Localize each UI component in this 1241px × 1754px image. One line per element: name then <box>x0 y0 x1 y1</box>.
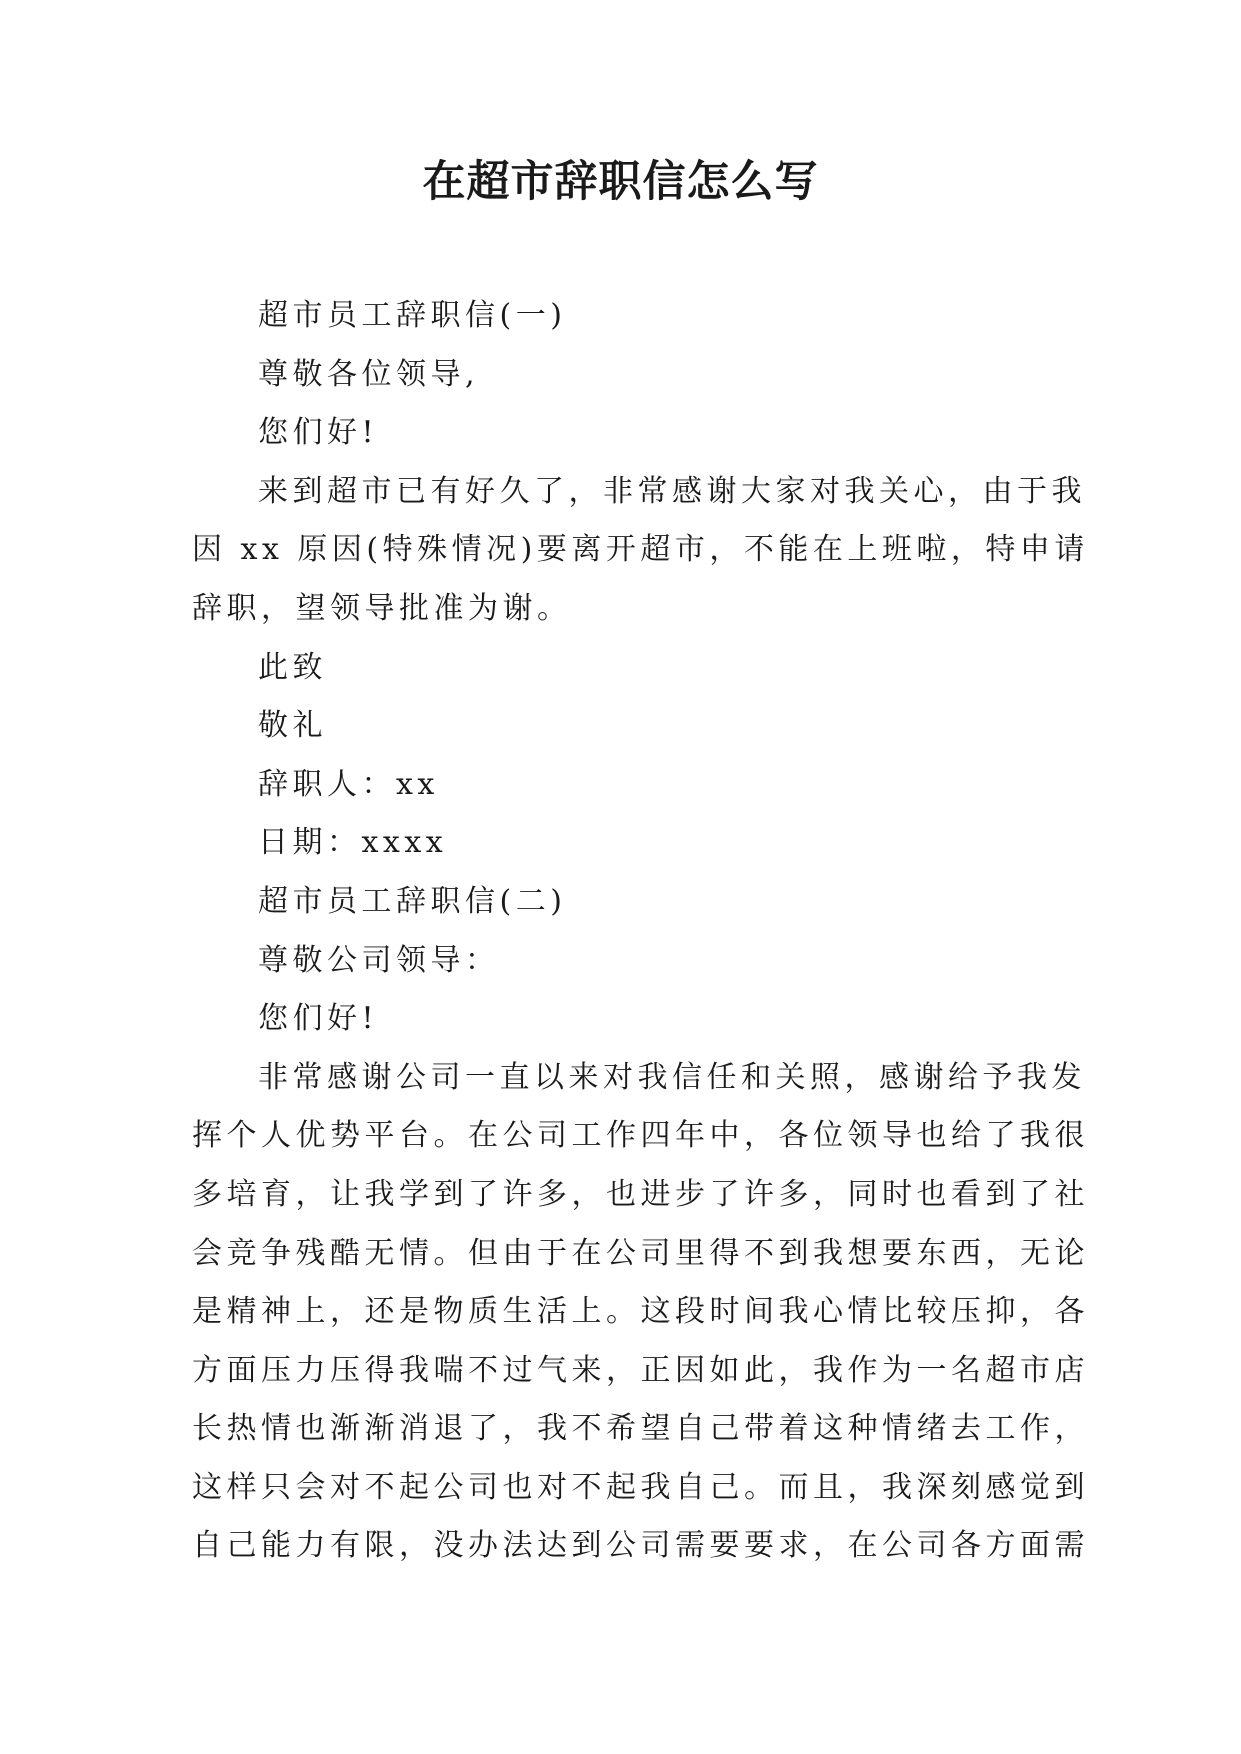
paragraph-line: 这样只会对不起公司也对不起我自己。而且，我深刻感觉到 <box>192 1469 1089 1505</box>
paragraph-line: 挥个人优势平台。在公司工作四年中，各位领导也给了我很 <box>192 1118 1089 1154</box>
greeting-2: 您们好! <box>258 1001 379 1037</box>
section-heading-2: 超市员工辞职信(二) <box>258 883 567 919</box>
document-body <box>192 287 1089 1576</box>
paragraph-line: 因 xx 原因(特殊情况)要离开超市，不能在上班啦，特申请 <box>192 532 1089 568</box>
section-heading-1: 超市员工辞职信(一) <box>258 298 567 333</box>
paragraph-line: 辞职，望领导批准为谢。 <box>192 590 572 626</box>
paragraph-line: 是精神上，还是物质生活上。这段时间我心情比较压抑，各 <box>192 1294 1089 1330</box>
paragraph-line: 多培育，让我学到了许多，也进步了许多，同时也看到了社 <box>192 1176 1089 1212</box>
salutation-1: 尊敬各位领导, <box>258 356 480 392</box>
document-title: 在超市辞职信怎么写 <box>422 157 819 207</box>
greeting-1: 您们好! <box>258 415 379 451</box>
paragraph-line: 长热情也渐渐消退了，我不希望自己带着这种情绪去工作， <box>192 1411 1089 1447</box>
paragraph-line: 自己能力有限，没办法达到公司需要要求，在公司各方面需 <box>192 1528 1089 1564</box>
paragraph-line: 非常感谢公司一直以来对我信任和关照，感谢给予我发 <box>258 1059 1086 1095</box>
paragraph-line: 会竞争残酷无情。但由于在公司里得不到我想要东西，无论 <box>192 1235 1089 1271</box>
paragraph-line: 方面压力压得我喘不过气来，正因如此，我作为一名超市店 <box>192 1352 1089 1388</box>
salutation-2: 尊敬公司领导： <box>258 942 500 978</box>
paragraph-line: 来到超市已有好久了，非常感谢大家对我关心，由于我 <box>258 473 1086 509</box>
closing-line: 敬礼 <box>258 708 327 744</box>
closing-line: 此致 <box>258 649 327 685</box>
date-line: 日期：xxxx <box>258 825 448 861</box>
signature-line: 辞职人：xx <box>258 766 439 802</box>
